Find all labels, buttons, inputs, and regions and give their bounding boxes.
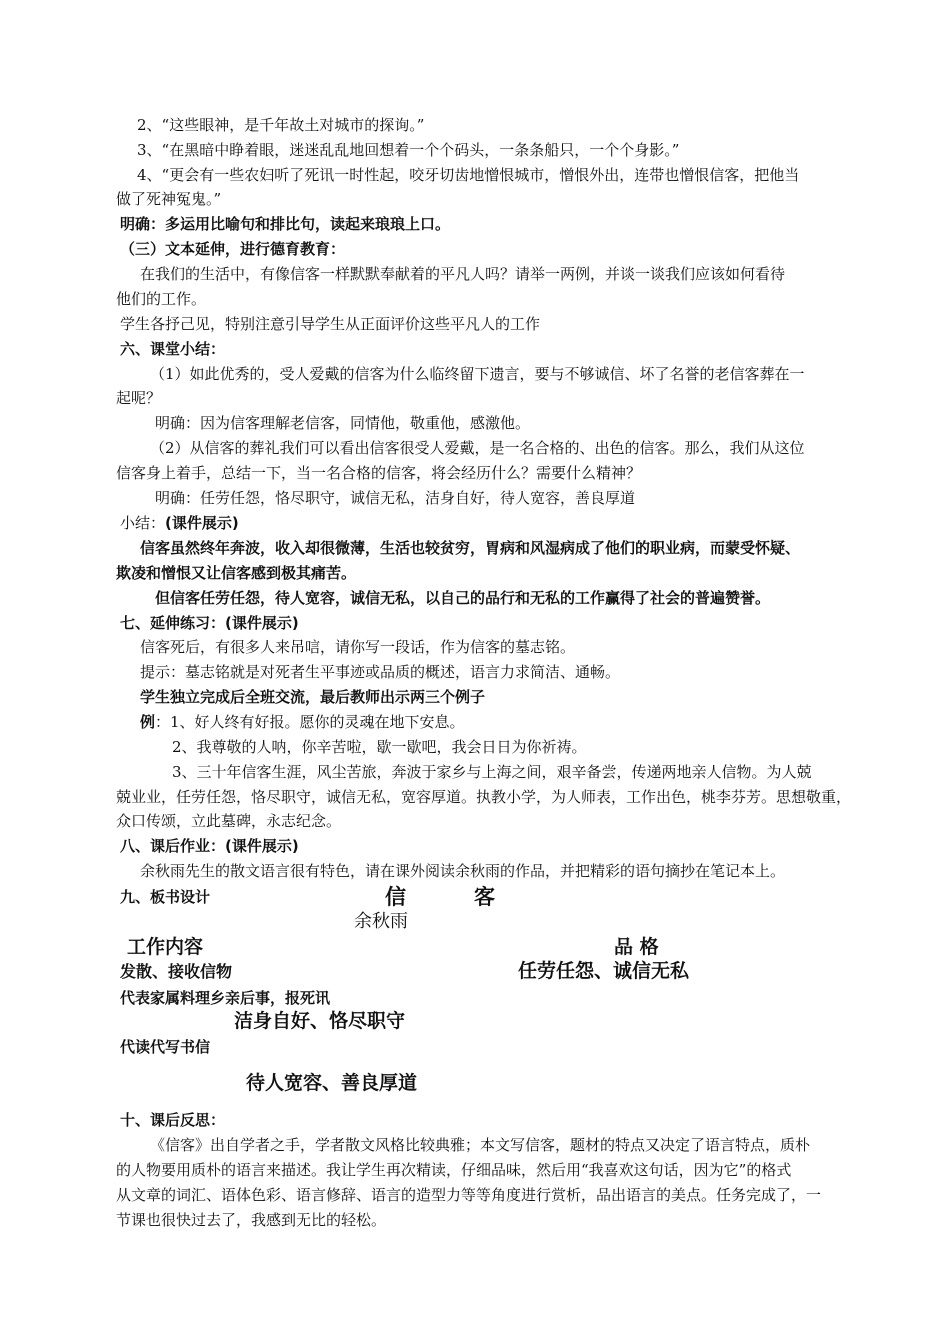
example-line (140, 711, 465, 733)
example-line: 众口传颂，立此墓碑，永志纪念。 (116, 812, 342, 830)
section-heading: 八、课后作业：(课件展示) (120, 837, 299, 855)
text-line: 余秋雨先生的散文语言很有特色，请在课外阅读余秋雨的作品，并把精彩的语句摘抄在笔记本上。 (140, 862, 786, 880)
reflection-line: 从文章的词汇、语体色彩、语言修辞、语言的造型力等等角度进行赏析，品出语言的美点。任务完成了，一 (116, 1186, 822, 1204)
summary-text: 欺凌和憎恨又让信客感到极其痛苦。 (116, 564, 357, 582)
board-right-item: 任劳任怨、诚信无私 (518, 960, 690, 982)
text-line: 起呢？ (116, 389, 162, 407)
example-text: ：1、好人终有好报。愿你的灵魂在地下安息。 (155, 713, 465, 731)
board-quality: 待人宽容、善良厚道 (246, 1072, 418, 1094)
section-heading: （三）文本延伸，进行德育教育： (120, 240, 346, 258)
summary-text: 信客虽然终年奔波，收入却很微薄，生活也较贫穷，胃病和风湿病成了他们的职业病，而蒙受怀疑、 (140, 539, 801, 557)
summary-tag: (课件展示) (165, 514, 239, 532)
board-author: 余秋雨 (354, 911, 408, 932)
text-line: 提示：墓志铭就是对死者生平事迹或品质的概述，语言力求简洁、通畅。 (140, 663, 621, 681)
text-line: （2）从信客的葬礼我们可以看出信客很受人爱戴，是一名合格的、出色的信客。那么，我们从这位 (150, 439, 805, 457)
text-line: （1）如此优秀的，受人爱戴的信客为什么临终留下遗言，要与不够诚信、坏了名誉的老信客葬在一 (150, 365, 805, 383)
text-line: 2、“这些眼神，是千年故土对城市的探询。” (137, 116, 425, 134)
example-label: 例 (140, 713, 156, 731)
board-left-heading: 工作内容 (127, 936, 204, 958)
section-heading: 十、课后反思： (120, 1111, 226, 1129)
text-line: 信客身上着手，总结一下，当一名合格的信客，将会经历什么？需要什么精神？ (116, 464, 642, 482)
section-heading: 九、板书设计 (120, 888, 211, 906)
board-left-item: 代读代写书信 (120, 1038, 211, 1056)
summary-prefix: 小结： (120, 514, 166, 532)
example-line: 兢业业，任劳任怨，恪尽职守，诚信无私，宽容厚道。执教小学，为人师表，工作出色，桃李芬芳。思想敬重， (116, 788, 852, 806)
board-right-heading: 品 格 (614, 936, 659, 958)
text-line: 明确：因为信客理解老信客，同情他，敬重他，感激他。 (155, 414, 531, 432)
reflection-line: 《信客》出自学者之手，学者散文风格比较典雅；本文写信客，题材的特点又决定了语言特点，质朴 (150, 1136, 811, 1154)
board-title-char: 信 (385, 885, 408, 909)
board-left-item: 代表家属料理乡亲后事，报死讯 (120, 989, 331, 1007)
reflection-line: 的人物要用质朴的语言来描述。我让学生再次精读，仔细品味，然后用“我喜欢这句话，因为它”的格式 (116, 1161, 792, 1179)
conclusion-line: 明确：多运用比喻句和排比句，读起来琅琅上口。 (120, 215, 451, 233)
text-line: 明确：任劳任怨，恪尽职守，诚信无私，洁身自好，待人宽容，善良厚道 (155, 489, 636, 507)
text-line: 学生独立完成后全班交流，最后教师出示两三个例子 (140, 688, 486, 706)
text-line: 4、“更会有一些农妇听了死讯一时性起，咬牙切齿地憎恨城市，憎恨外出，连带也憎恨信客，把他当 (137, 166, 800, 184)
board-quality: 洁身自好、恪尽职守 (234, 1010, 406, 1032)
text-line: 在我们的生活中，有像信客一样默默奉献着的平凡人吗？请举一两例，并谈一谈我们应该如何看待 (140, 265, 786, 283)
example-line: 3、三十年信客生涯，风尘苦旅，奔波于家乡与上海之间，艰辛备尝，传递两地亲人信物。为人兢 (172, 763, 812, 781)
example-line: 2、我尊敬的人呐，你辛苦啦，歇一歇吧，我会日日为你祈祷。 (172, 738, 587, 756)
text-line: 3、“在黑暗中睁着眼，迷迷乱乱地回想着一个个码头，一条条船只，一个个身影。” (137, 141, 680, 159)
text-line: 他们的工作。 (116, 290, 207, 308)
text-line: 学生各抒己见，特别注意引导学生从正面评价这些平凡人的工作 (120, 315, 541, 333)
board-title-char: 客 (474, 885, 497, 909)
text-line: 信客死后，有很多人来吊唁，请你写一段话，作为信客的墓志铭。 (140, 638, 576, 656)
section-heading: 六、课堂小结： (120, 340, 226, 358)
board-left-item: 发散、接收信物 (120, 962, 233, 981)
text-line: 做了死神冤鬼。” (116, 190, 222, 208)
summary-text: 但信客任劳任怨，待人宽容，诚信无私，以自己的品行和无私的工作赢得了社会的普遍赞誉。 (155, 589, 771, 607)
summary-label (120, 512, 239, 534)
reflection-line: 节课也很快过去了，我感到无比的轻松。 (116, 1211, 387, 1229)
section-heading: 七、延伸练习：(课件展示) (120, 614, 299, 632)
